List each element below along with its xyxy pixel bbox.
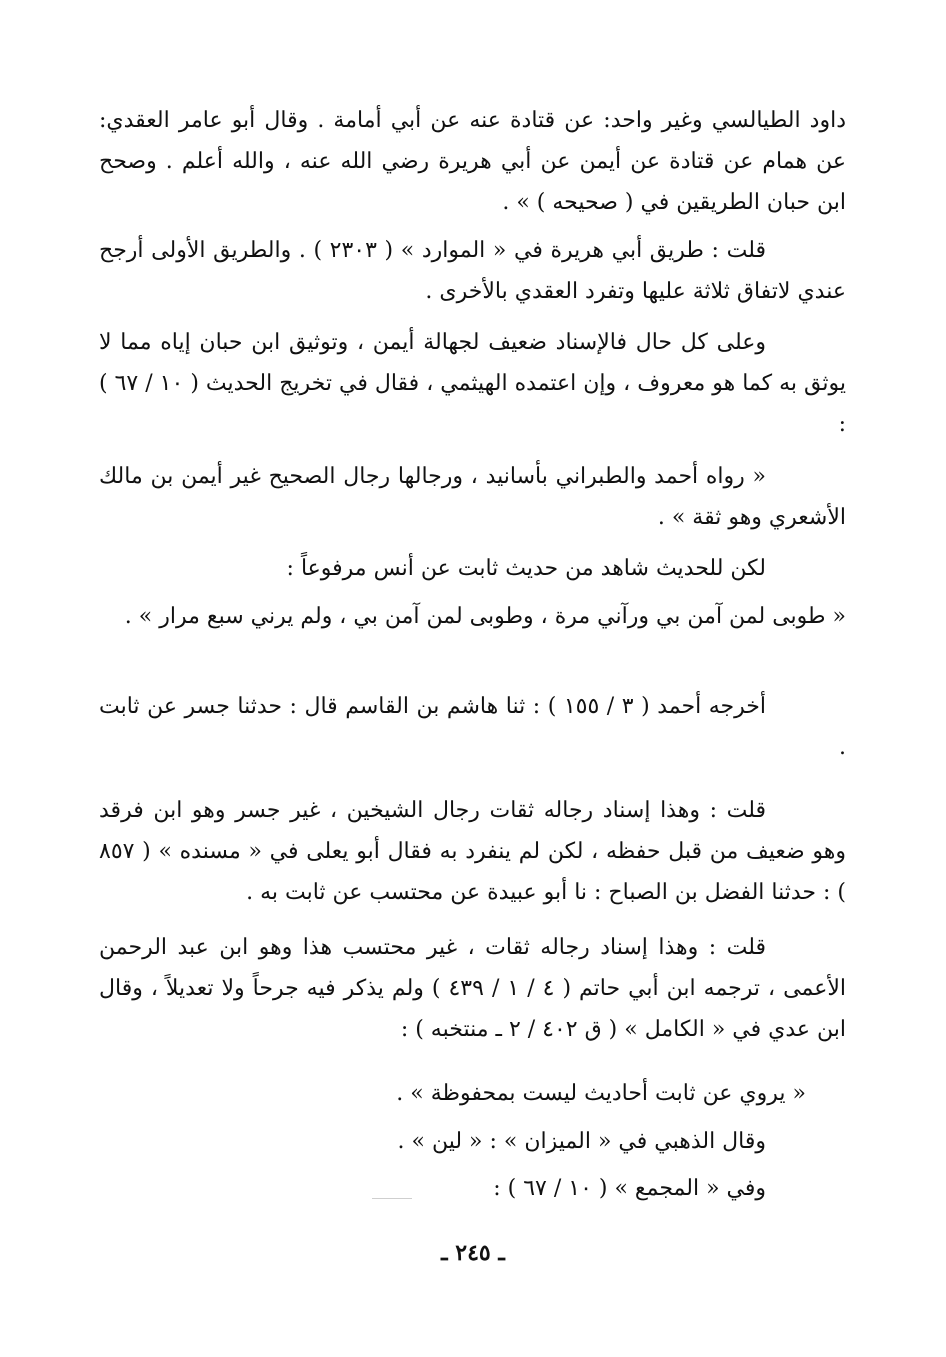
paragraph-8: قلت : وهذا إسناد رجاله ثقات رجال الشيخين ، غير جسر وهو ابن فرقد وهو ضعيف من قبل حفظه ، لكن لم ينفرد به فقال أبو يعلى في « مسنده » ( ٨٥٧ ) : حدثنا الفضل بن الصباح : نا أبو عبيدة عن محتسب عن ثابت به .: [99, 798, 846, 905]
quote-dhahabi: وقال الذهبي في « الميزان » : « لين » .: [397, 1129, 766, 1154]
paragraph-5: لكن للحديث شاهد من حديث ثابت عن أنس مرفوعاً :: [286, 556, 766, 581]
paragraph-7: أخرجه أحمد ( ٣ / ١٥٥ ) : ثنا هاشم بن القاسم قال : حدثنا جسر عن ثابت .: [99, 694, 846, 760]
paragraph-3: وعلى كل حال فالإسناد ضعيف لجهالة أيمن ، وتوثيق ابن حبان إياه مما لا يوثق به كما هو معروف ، وإن اعتمده الهيثمي ، فقال في تخريج الحديث ( ١٠ / ٦٧ ) :: [99, 330, 846, 437]
paragraph-1: داود الطيالسي وغير واحد: عن قتادة عنه عن أبي أمامة . وقال أبو عامر العقدي: عن همام عن قتادة عن أيمن عن أبي هريرة رضي الله عنه ، والله أعلم . وصحح ابن حبان الطريقين في ( صحيحه ) » .: [99, 108, 846, 215]
quote-ibn-adi: « يروي عن ثابت أحاديث ليست بمحفوظة » .: [396, 1081, 806, 1106]
page-number: ـ ٢٤٥ ـ: [441, 1240, 505, 1266]
paragraph-4-quote: « رواه أحمد والطبراني بأسانيد ، ورجالها رجال الصحيح غير أيمن بن مالك الأشعري وهو ثقة » .: [99, 464, 846, 530]
paragraph-9: قلت : وهذا إسناد رجاله ثقات ، غير محتسب هذا وهو ابن عبد الرحمن الأعمى ، ترجمه ابن أبي حاتم ( ٤ / ١ / ٤٣٩ ) ولم يذكر فيه جرحاً ولا تعديلاً ، وقال ابن عدي في « الكامل » ( ق ٤٠٢ / ٢ ـ منتخبه ) :: [99, 935, 846, 1042]
faint-rule: [372, 1198, 412, 1199]
quote-majma: وفي « المجمع » ( ١٠ / ٦٧ ) :: [493, 1176, 766, 1201]
paragraph-6-hadith: « طوبى لمن آمن بي ورآني مرة ، وطوبى لمن آمن بي ، ولم يرني سبع مرار » .: [124, 604, 846, 629]
paragraph-2: قلت : طريق أبي هريرة في « الموارد » ( ٢٣٠٣ ) . والطريق الأولى أرجح عندي لاتفاق ثلاثة عليها وتفرد العقدي بالأخرى .: [99, 238, 846, 304]
